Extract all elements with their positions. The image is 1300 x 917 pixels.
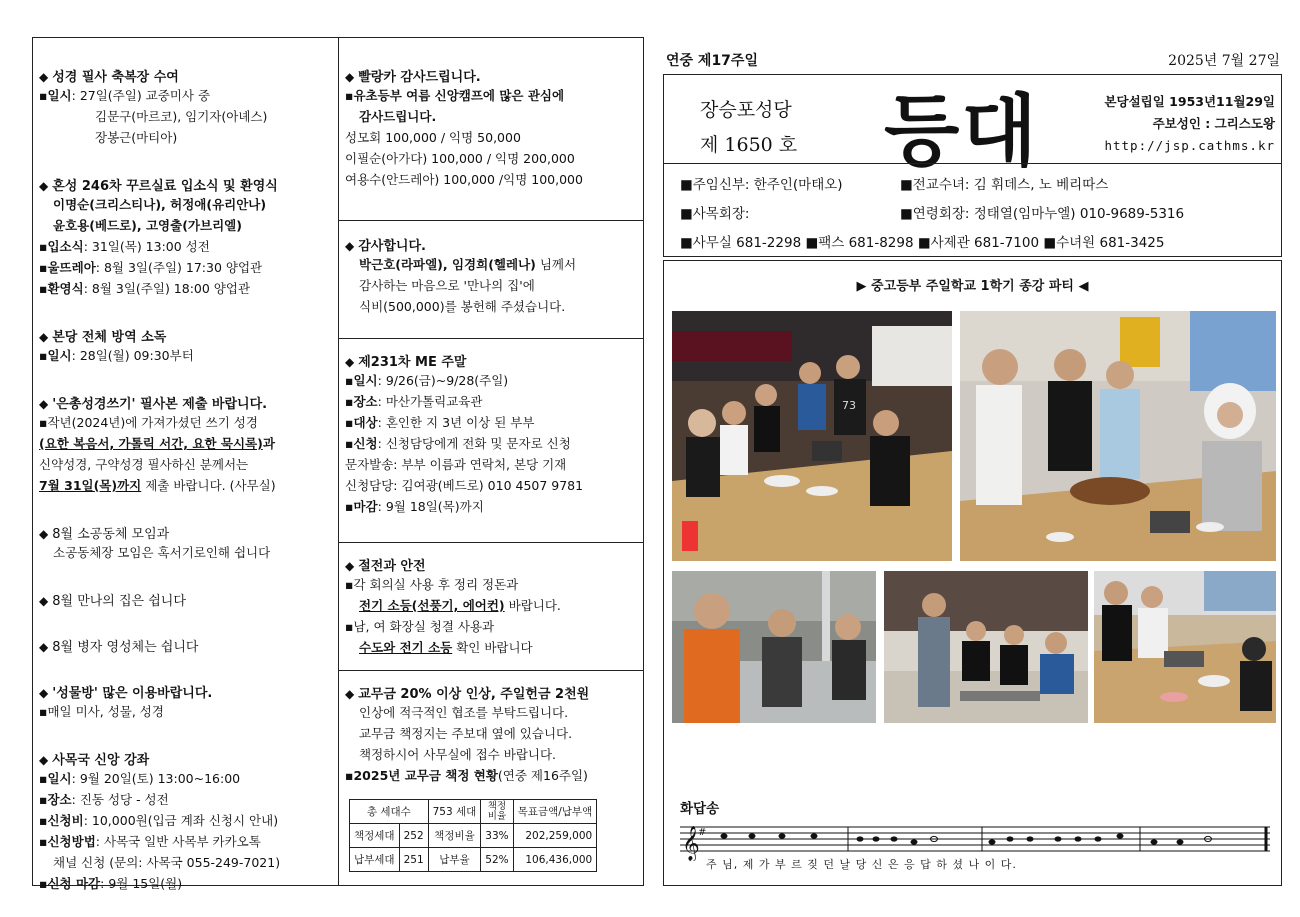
patron-saint: 주보성인 : 그리스도왕	[1152, 116, 1275, 131]
photo-section	[663, 260, 1282, 886]
diamond-icon: ◆	[39, 753, 49, 767]
psalm-label: 화답송	[680, 801, 720, 817]
diamond-icon: ◆	[39, 594, 49, 608]
diamond-icon: ◆	[345, 239, 355, 253]
diamond-icon: ◆	[39, 397, 49, 411]
treble-clef-icon: 𝄞	[682, 826, 700, 861]
notice-energy-saving: ◆ 절전과 안전 ▪각 회의실 사용 후 정리 정돈과 전기 소등(선풍기, 에어컨) 바랍니다. ▪남, 여 화장실 청결 사용과 수도와 전기 소등 확인 바랍니다	[339, 542, 643, 670]
parish-url[interactable]: http://jsp.cathms.kr	[1104, 138, 1275, 153]
svg-text:#: #	[698, 827, 707, 838]
diamond-icon: ◆	[39, 330, 49, 344]
issue-number: 제 1650 호	[700, 134, 798, 156]
diamond-icon: ◆	[345, 559, 355, 573]
table-row: 납부세대 251 납부율 52% 106,436,000	[350, 848, 597, 872]
music-staff	[680, 821, 1272, 881]
notice-me-weekend: ◆ 제231차 ME 주말 ▪일시: 9/26(금)~9/28(주일) ▪장소: 마산가톨릭교육관 ▪대상: 혼인한 지 3년 이상 된 부부 ▪신청: 신청담당에게 전화 및 문자로 신청 문자발송: 부부 이름과 연락처, 본당 기재 신청담당: 김여광(베드로) 010 4507 9781 ▪마감: 9월 18일(목)까지	[339, 338, 643, 542]
diamond-icon: ◆	[345, 687, 355, 701]
left-column	[32, 37, 339, 891]
party-photo-5	[1094, 571, 1276, 723]
dues-table	[349, 799, 597, 872]
svg-text:73: 73	[842, 399, 856, 412]
diamond-icon: ◆	[39, 527, 49, 541]
diamond-icon: ◆	[345, 355, 355, 369]
divider	[664, 163, 1281, 164]
notice-bible-copy-award: ◆ 성경 필사 축복장 수여 ▪일시: 27일(주일) 교중미사 중 김문구(마르코), 임기자(아녜스) 장봉근(마티아) ◆ 혼성 246차 꾸르실료 입소식 및 환영식 이명순(크리스티나), 허정애(유리안나) 윤호용(베드로), 고영출(가브리엘) ▪입소식: 31일(목) 13:00 성전 ▪울뜨레아: 8월 3일(주일) 17:30 양업관 ▪환영식: 8월 3일(주일) 18:00 양업관 ◆ 본당 전체 방역 소독 ▪일시: 28일(월) 09:30부터 ◆ '은총성경쓰기' 필사본 제출 바랍니다. ▪작년(2024년)에 가져가셨던 쓰기 성경 (요한 복음서, 가톨릭 서간, 요한 묵시록)과 신약성경, 구약성경 필사하신 분께서는 7월 31일(목)까지 제출 바랍니다. (사무실) ◆ 8월 소공동체 모임과 소공동체장 모임은 혹서기로인해 쉽니다 ◆ 8월 만나의 집은 쉽니다 ◆ 8월 병자 영성체는 쉽니다 ◆ '성물방' 많은 이용바랍니다. ▪매일 미사, 성물, 성경 ◆ 사목국 신앙 강좌 ▪일시: 9월 20일(토) 13:00~16:00 ▪장소: 진동 성당 - 성전 ▪신청비: 10,000원(입금 계좌 신청시 안내) ▪신청방법: 사목국 일반 사목부 카카오톡 채널 신청 (문의: 사목국 055-249-7021) ▪신청 마감: 9월 15일(월)	[39, 70, 281, 891]
middle-column	[338, 37, 644, 886]
party-photo-2	[960, 311, 1276, 561]
photo-section-title: ▶ 중고등부 주일학교 1학기 종강 파티 ◀	[856, 279, 1089, 294]
bulletin-title: 등대	[884, 87, 1039, 177]
notice-dues: ◆ 교무금 20% 이상 인상, 주일헌금 2천원 인상에 적극적인 협조를 부탁드립니다. 교무금 책정지는 주보대 옆에 있습니다. 책정하시어 사무실에 접수 바랍니다. ▪2025년 교무금 책정 현황(연중 제16주일) 총 세대수 753 세대 책정 비율 목표금액/납부액 책정세대 252 책정비율 33% 202,259,000 납부세대 251 납부율 52% 106,436,000	[339, 670, 643, 886]
diamond-icon: ◆	[39, 640, 49, 654]
party-photo-1	[672, 311, 952, 561]
party-photo-4	[884, 571, 1088, 723]
notice-thanks: ◆ 감사합니다. 박근호(라파엘), 임경희(헬레나) 님께서 감사하는 마음으로 '만나의 집'에 식비(500,000)를 봉헌해 주셨습니다.	[339, 220, 643, 338]
psalm-lyrics: 주 님, 제 가 부 르 짖 던 날 당 신 은 응 답 하 셨 나 이 다.	[706, 858, 1017, 871]
diamond-icon: ◆	[39, 70, 49, 84]
diamond-icon: ◆	[39, 179, 49, 193]
table-row: 책정세대 252 책정비율 33% 202,259,000	[350, 824, 597, 848]
notice-palanca-thanks: ◆ 빨랑카 감사드립니다. ▪유초등부 여름 신앙캠프에 많은 관심에 감사드립니다. 성모회 100,000 / 익명 50,000 이필순(아가다) 100,000 / 익명 200,000 여용수(안드레아) 100,000 /익명 100,000	[345, 70, 583, 187]
liturgical-week: 연중 제17주일	[666, 53, 758, 69]
parish-name: 장승포성당	[700, 99, 792, 121]
party-photo-3	[672, 571, 876, 723]
diamond-icon: ◆	[345, 70, 355, 84]
contact-info: ■주임신부: 한주인(마태오) ■전교수녀: 김 휘데스, 노 베리따스 ■사목회장: ■연령회장: 정태열(임마누엘) 010-9689-5316 ■사무실 681-2298 ■팩스 681-8298 ■사제관 681-7100 ■수녀원 681-3425	[680, 177, 1185, 251]
table-row: 총 세대수 753 세대 책정 비율 목표금액/납부액	[350, 800, 597, 824]
issue-date: 2025년 7월 27일	[1168, 53, 1280, 69]
diamond-icon: ◆	[39, 686, 49, 700]
founded-date: 본당설립일 1953년11월29일	[1104, 94, 1275, 109]
masthead	[663, 74, 1282, 257]
